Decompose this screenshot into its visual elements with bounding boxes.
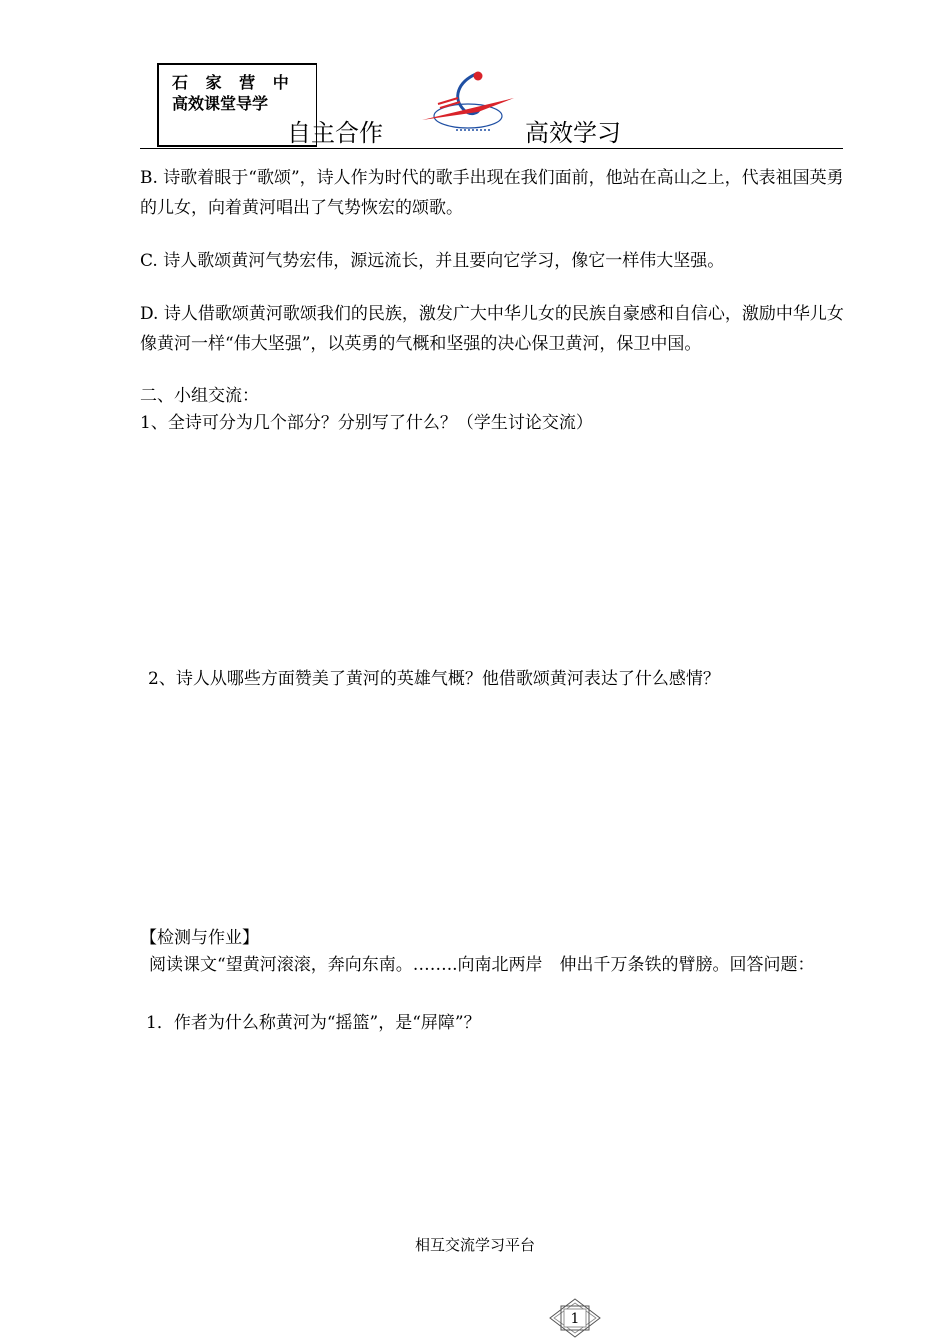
question-1: 1、全诗可分为几个部分？分别写了什么？（学生讨论交流） xyxy=(140,413,593,433)
school-emblem-icon xyxy=(418,68,518,138)
page-number-badge xyxy=(549,1298,601,1338)
option-b: B. 诗歌着眼于“歌颂”，诗人作为时代的歌手出现在我们面前，他站在高山之上，代表祖国英勇的儿女，向着黄河唱出了气势恢宏的颂歌。 xyxy=(140,168,844,218)
page-number: 1 xyxy=(570,1311,580,1327)
option-c: C. 诗人歌颂黄河气势宏伟，源远流长，并且要向它学习，像它一样伟大坚强。 xyxy=(140,251,725,271)
reading-instruction: 阅读课文“望黄河滚滚，奔向东南。……..向南北两岸 伸出千万条铁的臂膀。回答问题： xyxy=(149,955,815,975)
slogan-right: 高效学习 xyxy=(525,119,621,147)
slogan-left: 自主合作 xyxy=(287,119,383,147)
header-divider xyxy=(140,148,843,149)
option-d: D. 诗人借歌颂黄河歌颂我们的民族，激发广大中华儿女的民族自豪感和自信心，激励中华儿女像黄河一样“伟大坚强”，以英勇的气概和坚强的决心保卫黄河，保卫中国。 xyxy=(140,304,844,354)
guide-title: 高效课堂导学 xyxy=(172,94,269,113)
footer-platform: 相互交流学习平台 xyxy=(414,1236,535,1254)
section-two-heading: 二、小组交流： xyxy=(140,386,259,406)
question-2: 2、诗人从哪些方面赞美了黄河的英雄气概？他借歌颂黄河表达了什么感情？ xyxy=(148,669,720,689)
homework-question-1: 1．作者为什么称黄河为“摇篮”，是“屏障”？ xyxy=(146,1013,481,1033)
check-heading: 【检测与作业】 xyxy=(140,928,259,948)
school-name: 石 家 营 中 xyxy=(172,73,295,92)
